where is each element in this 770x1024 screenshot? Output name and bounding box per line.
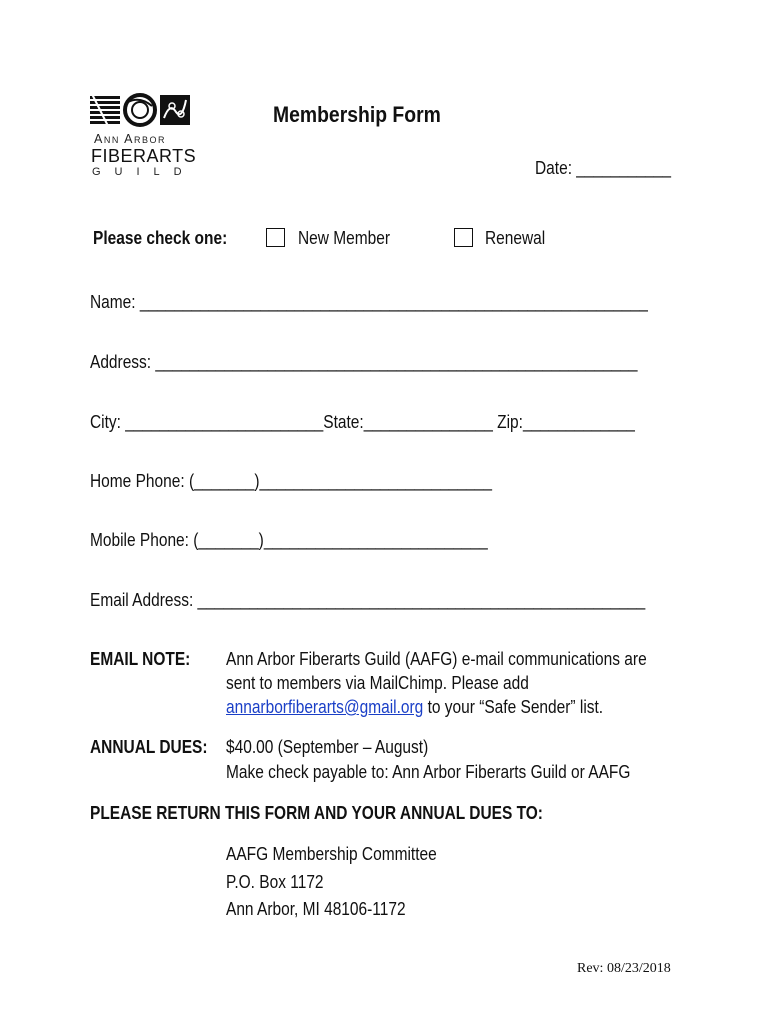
renewal-label: Renewal: [485, 228, 546, 248]
new-member-checkbox[interactable]: [266, 228, 285, 247]
address-line-1: AAFG Membership Committee: [226, 844, 437, 864]
email-note-line-3-rest: to your “Safe Sender” list.: [423, 697, 604, 717]
guild-logo: [88, 92, 208, 182]
date-field[interactable]: Date: ___________: [535, 158, 672, 178]
city-state-zip-field[interactable]: City: _______________________State:_______________ Zip:_____________: [90, 412, 635, 432]
new-member-label: New Member: [298, 228, 391, 248]
page-title: Membership Form: [273, 102, 441, 127]
address-line-3: Ann Arbor, MI 48106-1172: [226, 899, 406, 919]
annual-dues-amount: $40.00 (September – August): [226, 737, 429, 757]
email-link[interactable]: annarborfiberarts@gmail.org: [226, 697, 424, 717]
home-phone-field[interactable]: Home Phone: (_______)___________________________: [90, 471, 492, 491]
email-note-label: EMAIL NOTE:: [90, 649, 191, 669]
check-one-label: Please check one:: [93, 228, 228, 248]
email-note-line-3: [226, 697, 603, 718]
annual-dues-payable: Make check payable to: Ann Arbor Fiberarts Guild or AAFG: [226, 762, 631, 782]
name-field[interactable]: Name: ___________________________________________________________: [90, 292, 648, 312]
logo-graphic: [88, 92, 198, 128]
revision-date: Rev: 08/23/2018: [577, 961, 671, 976]
logo-text-ann-arbor: Ann Arbor: [94, 132, 166, 146]
logo-text-fiberarts: FIBERARTS: [91, 146, 197, 166]
annual-dues-label: ANNUAL DUES:: [90, 737, 208, 757]
renewal-checkbox[interactable]: [454, 228, 473, 247]
email-note-line-2: sent to members via MailChimp. Please add: [226, 673, 529, 693]
email-note-line-1: Ann Arbor Fiberarts Guild (AAFG) e-mail communications are: [226, 649, 647, 669]
mobile-phone-field[interactable]: Mobile Phone: (_______)__________________________: [90, 530, 488, 550]
address-field[interactable]: Address: ________________________________________________________: [90, 352, 638, 372]
email-field[interactable]: Email Address: ____________________________________________________: [90, 590, 646, 610]
address-line-2: P.O. Box 1172: [226, 872, 324, 892]
logo-text-guild: GUILD: [92, 166, 196, 178]
return-heading: PLEASE RETURN THIS FORM AND YOUR ANNUAL DUES TO:: [90, 803, 543, 823]
